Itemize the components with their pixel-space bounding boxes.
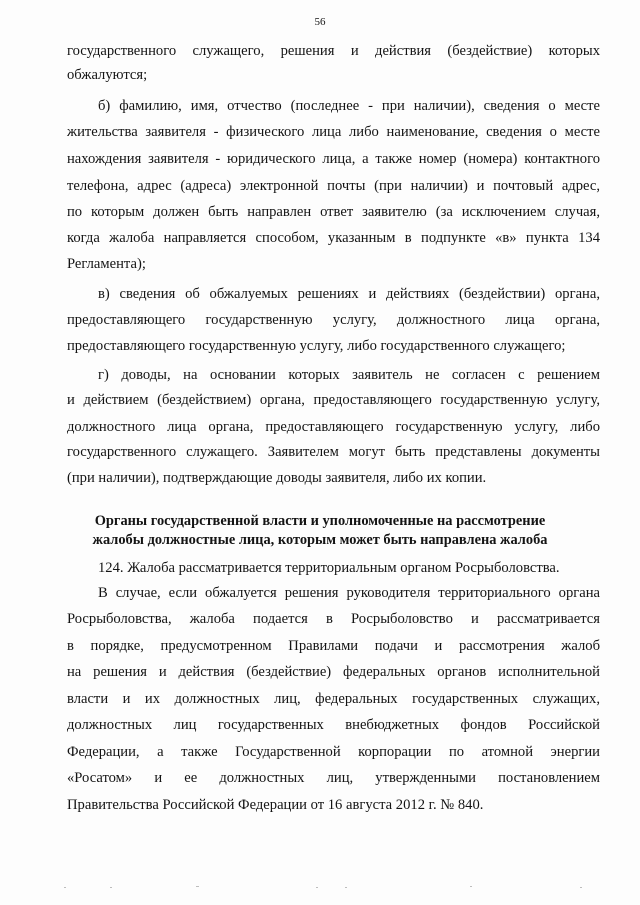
- text-line: на решения и действия (бездействие) федеральных органов исполнительной: [67, 664, 600, 680]
- text-line: должностных лиц государственных внебюджетных фондов Российской: [67, 717, 600, 733]
- text-line: г) доводы, на основании которых заявитель не согласен с решением: [98, 367, 600, 383]
- text-line: телефона, адрес (адреса) электронной почты (при наличии) и почтовый адрес,: [67, 178, 600, 194]
- text-line: предоставляющего государственную услугу, должностного лица органа,: [67, 312, 600, 328]
- text-line: обжалуются;: [67, 67, 148, 83]
- scan-speck: [580, 887, 582, 888]
- text-line: власти и их должностных лиц, федеральных государственных служащих,: [67, 691, 600, 707]
- scan-speck: [316, 887, 318, 888]
- page-number: 56: [314, 16, 326, 28]
- text-line: должностного лица органа, предоставляющего государственную услугу, либо: [67, 419, 600, 435]
- text-line: б) фамилию, имя, отчество (последнее - при наличии), сведения о месте: [98, 98, 600, 114]
- text-line: государственного служащего, решения и действия (бездействие) которых: [67, 43, 600, 59]
- text-line: «Росатом» и ее должностных лиц, утвержденными постановлением: [67, 770, 600, 786]
- scan-speck: [64, 887, 66, 888]
- scan-speck: [196, 886, 199, 887]
- text-line: Росрыболовства, жалоба подается в Росрыболовство и рассматривается: [67, 611, 600, 627]
- section-heading: Органы государственной власти и уполномоченные на рассмотрение: [94, 513, 546, 529]
- text-line: жительства заявителя - физического лица либо наименование, сведения о месте: [67, 124, 600, 140]
- text-line: и действием (бездействием) органа, предоставляющего государственную услугу,: [67, 392, 600, 408]
- scan-speck: [345, 887, 347, 888]
- text-line: Федерации, а также Государственной корпорации по атомной энергии: [67, 744, 600, 760]
- text-line: Правительства Российской Федерации от 16 августа 2012 г. № 840.: [67, 797, 484, 813]
- text-line: (при наличии), подтверждающие доводы заявителя, либо их копии.: [67, 470, 487, 486]
- text-line: когда жалоба направляется способом, указанным в подпункте «в» пункта 134: [67, 230, 600, 246]
- text-line: нахождения заявителя - юридического лица, а также номер (номера) контактного: [67, 151, 600, 167]
- text-line: предоставляющего государственную услугу, либо государственного служащего;: [67, 338, 566, 354]
- scan-speck: [110, 887, 112, 888]
- text-line: государственного служащего. Заявителем могут быть представлены документы: [67, 444, 600, 460]
- text-line: по которым должен быть направлен ответ заявителю (за исключением случая,: [67, 204, 600, 220]
- section-heading: жалобы должностные лица, которым может быть направлена жалоба: [92, 532, 548, 548]
- text-line: в порядке, предусмотренном Правилами подачи и рассмотрения жалоб: [67, 638, 600, 654]
- text-line: В случае, если обжалуется решения руководителя территориального органа: [98, 585, 600, 601]
- text-line: 124. Жалоба рассматривается территориальным органом Росрыболовства.: [98, 560, 560, 576]
- scan-speck: [470, 886, 472, 887]
- text-line: Регламента);: [67, 256, 146, 272]
- text-line: в) сведения об обжалуемых решениях и действиях (бездействии) органа,: [98, 286, 600, 302]
